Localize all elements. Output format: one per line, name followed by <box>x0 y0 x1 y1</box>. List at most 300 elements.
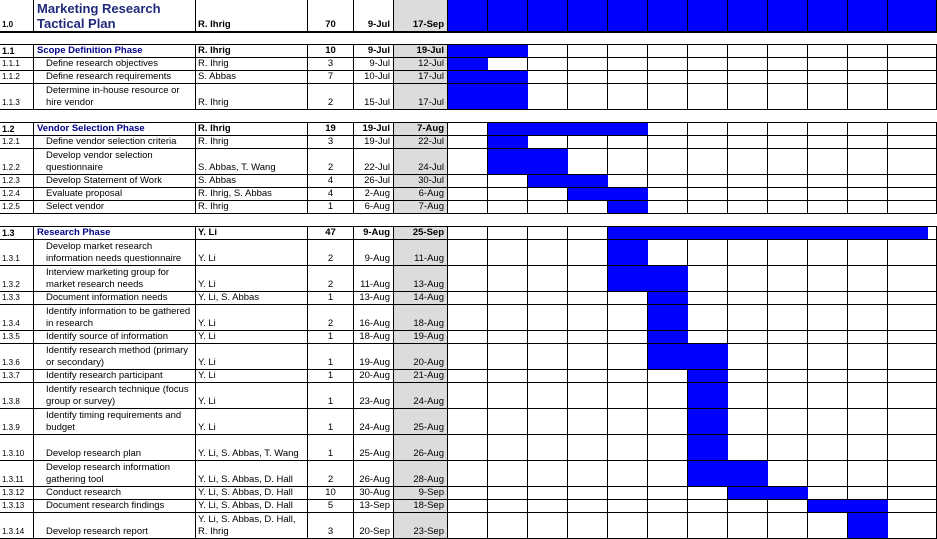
timeline-cell[interactable] <box>568 409 608 434</box>
timeline-cell[interactable] <box>448 240 488 265</box>
task-id-cell[interactable]: 1.2.1 <box>0 136 34 148</box>
timeline-cell[interactable] <box>888 513 937 538</box>
timeline-cell[interactable] <box>848 149 888 174</box>
timeline-cell[interactable] <box>528 383 568 408</box>
timeline-cell[interactable] <box>728 292 768 304</box>
timeline-cell[interactable] <box>888 266 937 291</box>
timeline-cell[interactable] <box>848 383 888 408</box>
timeline-cell[interactable] <box>648 149 688 174</box>
timeline-cell[interactable] <box>768 149 808 174</box>
timeline-cell[interactable] <box>528 461 568 486</box>
timeline-cell[interactable] <box>488 305 528 330</box>
timeline-cell[interactable] <box>848 344 888 369</box>
timeline-cell[interactable] <box>688 188 728 200</box>
task-id-cell[interactable]: 1.3.6 <box>0 344 34 369</box>
timeline-cell[interactable] <box>568 240 608 265</box>
resources-cell[interactable]: Y. Li <box>196 266 308 291</box>
timeline-cell[interactable] <box>488 435 528 460</box>
timeline-cell[interactable] <box>528 58 568 70</box>
timeline-cell[interactable] <box>528 305 568 330</box>
gantt-bar[interactable] <box>648 331 688 343</box>
timeline-cell[interactable] <box>848 84 888 109</box>
timeline-cell[interactable] <box>448 513 488 538</box>
timeline-cell[interactable] <box>648 84 688 109</box>
start-date-cell[interactable]: 15-Jul <box>354 84 394 109</box>
duration-cell[interactable]: 2 <box>308 240 354 265</box>
timeline-cell[interactable] <box>888 344 937 369</box>
resources-cell[interactable]: Y. Li, S. Abbas, D. Hall <box>196 500 308 512</box>
timeline-cell[interactable] <box>488 461 528 486</box>
start-date-cell[interactable]: 26-Jul <box>354 175 394 187</box>
timeline-cell[interactable] <box>648 240 688 265</box>
duration-cell[interactable]: 2 <box>308 149 354 174</box>
timeline-cell[interactable] <box>688 123 728 135</box>
gantt-bar[interactable] <box>488 123 648 135</box>
task-name-cell[interactable]: Define vendor selection criteria <box>34 136 196 148</box>
timeline-cell[interactable] <box>488 188 528 200</box>
timeline-cell[interactable] <box>648 58 688 70</box>
end-date-cell[interactable]: 26-Aug <box>394 435 448 460</box>
start-date-cell[interactable]: 24-Aug <box>354 409 394 434</box>
timeline-cell[interactable] <box>608 435 648 460</box>
start-date-cell[interactable]: 16-Aug <box>354 305 394 330</box>
start-date-cell[interactable]: 13-Aug <box>354 292 394 304</box>
resources-cell[interactable]: Y. Li <box>196 305 308 330</box>
duration-cell[interactable]: 3 <box>308 58 354 70</box>
task-row[interactable] <box>0 240 937 266</box>
timeline-cell[interactable] <box>448 266 488 291</box>
timeline-cell[interactable] <box>688 500 728 512</box>
task-row[interactable] <box>0 149 937 175</box>
timeline-cell[interactable] <box>448 149 488 174</box>
task-id-cell[interactable]: 1.3.8 <box>0 383 34 408</box>
timeline-cell[interactable] <box>768 136 808 148</box>
start-date-cell[interactable]: 30-Aug <box>354 487 394 499</box>
task-id-cell[interactable]: 1.2.4 <box>0 188 34 200</box>
timeline-cell[interactable] <box>528 188 568 200</box>
timeline-cell[interactable] <box>768 305 808 330</box>
timeline-cell[interactable] <box>528 136 568 148</box>
timeline-cell[interactable] <box>648 383 688 408</box>
gantt-bar[interactable] <box>608 266 688 291</box>
task-id-cell[interactable]: 1.1.3 <box>0 84 34 109</box>
timeline-cell[interactable] <box>608 331 648 343</box>
duration-cell[interactable]: 2 <box>308 305 354 330</box>
task-row[interactable] <box>0 500 937 513</box>
duration-cell[interactable]: 2 <box>308 84 354 109</box>
timeline-cell[interactable] <box>848 409 888 434</box>
task-row[interactable] <box>0 513 937 539</box>
start-date-cell[interactable]: 19-Jul <box>354 136 394 148</box>
timeline-cell[interactable] <box>448 461 488 486</box>
task-row[interactable] <box>0 409 937 435</box>
duration-cell[interactable]: 7 <box>308 71 354 83</box>
timeline-cell[interactable] <box>568 292 608 304</box>
task-row[interactable] <box>0 201 937 214</box>
timeline-cell[interactable] <box>848 331 888 343</box>
timeline-cell[interactable] <box>768 266 808 291</box>
end-date-cell[interactable]: 23-Sep <box>394 513 448 538</box>
timeline-cell[interactable] <box>488 383 528 408</box>
timeline-cell[interactable] <box>528 344 568 369</box>
task-row[interactable] <box>0 188 937 201</box>
end-date-cell[interactable]: 21-Aug <box>394 370 448 382</box>
timeline-cell[interactable] <box>528 331 568 343</box>
end-date-cell[interactable]: 24-Jul <box>394 149 448 174</box>
timeline-cell[interactable] <box>888 292 937 304</box>
timeline-cell[interactable] <box>808 240 848 265</box>
timeline-cell[interactable] <box>448 136 488 148</box>
timeline-cell[interactable] <box>848 45 888 57</box>
timeline-cell[interactable] <box>728 370 768 382</box>
timeline-cell[interactable] <box>448 370 488 382</box>
timeline-cell[interactable] <box>528 227 568 239</box>
timeline-cell[interactable] <box>768 331 808 343</box>
timeline-cell[interactable] <box>808 383 848 408</box>
timeline-cell[interactable] <box>688 201 728 213</box>
timeline-cell[interactable] <box>808 487 848 499</box>
task-row[interactable] <box>0 305 937 331</box>
timeline-cell[interactable] <box>488 487 528 499</box>
timeline-cell[interactable] <box>848 435 888 460</box>
timeline-cell[interactable] <box>568 383 608 408</box>
task-id-cell[interactable]: 1.3.13 <box>0 500 34 512</box>
gantt-bar[interactable] <box>688 383 728 408</box>
start-date-cell[interactable]: 6-Aug <box>354 201 394 213</box>
phase-name-cell[interactable]: Vendor Selection Phase <box>34 123 196 135</box>
end-date-cell[interactable]: 6-Aug <box>394 188 448 200</box>
task-id-cell[interactable]: 1.3.2 <box>0 266 34 291</box>
start-date-cell[interactable]: 10-Jul <box>354 71 394 83</box>
task-name-cell[interactable]: Select vendor <box>34 201 196 213</box>
duration-cell[interactable]: 1 <box>308 201 354 213</box>
timeline-cell[interactable] <box>568 71 608 83</box>
timeline-cell[interactable] <box>528 266 568 291</box>
timeline-cell[interactable] <box>888 461 937 486</box>
timeline-cell[interactable] <box>488 513 528 538</box>
task-id-cell[interactable]: 1.3.3 <box>0 292 34 304</box>
duration-cell[interactable]: 2 <box>308 461 354 486</box>
gantt-bar[interactable] <box>648 305 688 330</box>
timeline-cell[interactable] <box>568 344 608 369</box>
task-name-cell[interactable]: Develop research information gathering tool <box>34 461 196 486</box>
timeline-cell[interactable] <box>568 136 608 148</box>
project-row[interactable] <box>0 0 937 32</box>
end-date-cell[interactable]: 7-Aug <box>394 201 448 213</box>
task-row[interactable] <box>0 84 937 110</box>
timeline-cell[interactable] <box>728 513 768 538</box>
timeline-cell[interactable] <box>688 149 728 174</box>
gantt-bar[interactable] <box>688 370 728 382</box>
gantt-bar[interactable] <box>448 71 528 83</box>
timeline-cell[interactable] <box>488 240 528 265</box>
start-date-cell[interactable]: 19-Jul <box>354 123 394 135</box>
resources-cell[interactable]: R. Ihrig <box>196 58 308 70</box>
timeline-cell[interactable] <box>888 123 937 135</box>
start-date-cell[interactable]: 9-Jul <box>354 58 394 70</box>
timeline-cell[interactable] <box>688 0 728 31</box>
timeline-cell[interactable] <box>568 227 608 239</box>
timeline-cell[interactable] <box>768 58 808 70</box>
duration-cell[interactable]: 10 <box>308 487 354 499</box>
timeline-cell[interactable] <box>528 0 568 31</box>
timeline-cell[interactable] <box>848 136 888 148</box>
timeline-cell[interactable] <box>568 201 608 213</box>
timeline-cell[interactable] <box>728 136 768 148</box>
timeline-cell[interactable] <box>448 201 488 213</box>
start-date-cell[interactable]: 25-Aug <box>354 435 394 460</box>
timeline-cell[interactable] <box>728 240 768 265</box>
resources-cell[interactable]: S. Abbas <box>196 71 308 83</box>
task-name-cell[interactable]: Define research objectives <box>34 58 196 70</box>
timeline-cell[interactable] <box>728 45 768 57</box>
timeline-cell[interactable] <box>808 0 848 31</box>
timeline-cell[interactable] <box>448 175 488 187</box>
timeline-cell[interactable] <box>688 71 728 83</box>
timeline-cell[interactable] <box>648 175 688 187</box>
timeline-cell[interactable] <box>728 331 768 343</box>
timeline-cell[interactable] <box>728 84 768 109</box>
resources-cell[interactable]: Y. Li <box>196 383 308 408</box>
resources-cell[interactable]: Y. Li, S. Abbas, D. Hall, R. Ihrig <box>196 513 308 538</box>
timeline-cell[interactable] <box>728 0 768 31</box>
task-id-cell[interactable]: 1.3.14 <box>0 513 34 538</box>
end-date-cell[interactable]: 18-Sep <box>394 500 448 512</box>
task-row[interactable] <box>0 266 937 292</box>
timeline-cell[interactable] <box>648 500 688 512</box>
task-row[interactable] <box>0 344 937 370</box>
timeline-cell[interactable] <box>528 409 568 434</box>
resources-cell[interactable]: Y. Li <box>196 240 308 265</box>
task-row[interactable] <box>0 487 937 500</box>
end-date-cell[interactable]: 18-Aug <box>394 305 448 330</box>
start-date-cell[interactable]: 19-Aug <box>354 344 394 369</box>
timeline-cell[interactable] <box>688 513 728 538</box>
duration-cell[interactable]: 19 <box>308 123 354 135</box>
timeline-cell[interactable] <box>888 305 937 330</box>
timeline-cell[interactable] <box>648 513 688 538</box>
timeline-cell[interactable] <box>568 461 608 486</box>
start-date-cell[interactable]: 2-Aug <box>354 188 394 200</box>
duration-cell[interactable]: 1 <box>308 409 354 434</box>
timeline-cell[interactable] <box>528 71 568 83</box>
timeline-cell[interactable] <box>608 136 648 148</box>
timeline-cell[interactable] <box>728 500 768 512</box>
timeline-cell[interactable] <box>768 45 808 57</box>
timeline-cell[interactable] <box>648 370 688 382</box>
task-id-cell[interactable]: 1.3.12 <box>0 487 34 499</box>
timeline-cell[interactable] <box>808 513 848 538</box>
task-id-cell[interactable]: 1.2.5 <box>0 201 34 213</box>
resources-cell[interactable]: R. Ihrig <box>196 201 308 213</box>
timeline-cell[interactable] <box>808 136 848 148</box>
timeline-cell[interactable] <box>488 370 528 382</box>
project-id-cell[interactable]: 1.0 <box>0 0 34 31</box>
timeline-cell[interactable] <box>568 370 608 382</box>
timeline-cell[interactable] <box>768 123 808 135</box>
resources-cell[interactable]: Y. Li <box>196 331 308 343</box>
resources-cell[interactable]: R. Ihrig <box>196 136 308 148</box>
timeline-cell[interactable] <box>568 45 608 57</box>
start-date-cell[interactable]: 26-Aug <box>354 461 394 486</box>
timeline-cell[interactable] <box>568 500 608 512</box>
timeline-cell[interactable] <box>768 292 808 304</box>
timeline-cell[interactable] <box>728 123 768 135</box>
timeline-cell[interactable] <box>728 266 768 291</box>
gantt-bar[interactable] <box>608 201 648 213</box>
timeline-cell[interactable] <box>568 149 608 174</box>
timeline-cell[interactable] <box>888 58 937 70</box>
task-id-cell[interactable]: 1.1.2 <box>0 71 34 83</box>
timeline-cell[interactable] <box>488 409 528 434</box>
start-date-cell[interactable]: 23-Aug <box>354 383 394 408</box>
timeline-cell[interactable] <box>888 84 937 109</box>
task-row[interactable] <box>0 331 937 344</box>
timeline-cell[interactable] <box>528 370 568 382</box>
project-title-cell[interactable] <box>34 0 196 31</box>
end-date-cell[interactable]: 9-Sep <box>394 487 448 499</box>
timeline-cell[interactable] <box>728 188 768 200</box>
gantt-bar[interactable] <box>728 487 808 499</box>
gantt-bar[interactable] <box>688 435 728 460</box>
timeline-cell[interactable] <box>888 240 937 265</box>
phase-row[interactable] <box>0 227 937 240</box>
end-date-cell[interactable]: 11-Aug <box>394 240 448 265</box>
timeline-cell[interactable] <box>528 487 568 499</box>
timeline-cell[interactable] <box>448 227 488 239</box>
timeline-cell[interactable] <box>768 240 808 265</box>
timeline-cell[interactable] <box>728 58 768 70</box>
timeline-cell[interactable] <box>768 513 808 538</box>
timeline-cell[interactable] <box>768 435 808 460</box>
task-name-cell[interactable]: Develop research report <box>34 513 196 538</box>
task-name-cell[interactable]: Evaluate proposal <box>34 188 196 200</box>
task-id-cell[interactable]: 1.2.3 <box>0 175 34 187</box>
timeline-cell[interactable] <box>488 344 528 369</box>
timeline-cell[interactable] <box>768 409 808 434</box>
timeline-cell[interactable] <box>608 461 648 486</box>
timeline-cell[interactable] <box>688 487 728 499</box>
end-date-cell[interactable]: 17-Jul <box>394 84 448 109</box>
task-id-cell[interactable]: 1.1.1 <box>0 58 34 70</box>
task-id-cell[interactable]: 1.2.2 <box>0 149 34 174</box>
timeline-cell[interactable] <box>888 331 937 343</box>
timeline-cell[interactable] <box>688 305 728 330</box>
timeline-cell[interactable] <box>608 175 648 187</box>
timeline-cell[interactable] <box>888 383 937 408</box>
gantt-bar[interactable] <box>848 513 888 538</box>
timeline-cell[interactable] <box>488 500 528 512</box>
timeline-cell[interactable] <box>728 305 768 330</box>
start-date-cell[interactable]: 20-Sep <box>354 513 394 538</box>
end-date-cell[interactable]: 13-Aug <box>394 266 448 291</box>
timeline-cell[interactable] <box>448 188 488 200</box>
task-name-cell[interactable]: Identify information to be gathered in research <box>34 305 196 330</box>
timeline-cell[interactable] <box>448 292 488 304</box>
start-date-cell[interactable]: 9-Aug <box>354 227 394 239</box>
timeline-cell[interactable] <box>608 58 648 70</box>
start-date-cell[interactable]: 20-Aug <box>354 370 394 382</box>
timeline-cell[interactable] <box>768 84 808 109</box>
phase-name-cell[interactable]: Scope Definition Phase <box>34 45 196 57</box>
timeline-cell[interactable] <box>608 383 648 408</box>
timeline-cell[interactable] <box>688 240 728 265</box>
timeline-cell[interactable] <box>608 71 648 83</box>
task-name-cell[interactable]: Define research requirements <box>34 71 196 83</box>
timeline-cell[interactable] <box>608 149 648 174</box>
timeline-cell[interactable] <box>768 461 808 486</box>
timeline-cell[interactable] <box>608 487 648 499</box>
timeline-cell[interactable] <box>808 123 848 135</box>
gantt-bar[interactable] <box>608 227 928 239</box>
task-id-cell[interactable]: 1.3 <box>0 227 34 239</box>
duration-cell[interactable]: 10 <box>308 45 354 57</box>
timeline-cell[interactable] <box>648 136 688 148</box>
timeline-cell[interactable] <box>608 513 648 538</box>
timeline-cell[interactable] <box>568 513 608 538</box>
task-row[interactable] <box>0 71 937 84</box>
phase-row[interactable] <box>0 45 937 58</box>
duration-cell[interactable]: 1 <box>308 292 354 304</box>
duration-cell[interactable]: 3 <box>308 136 354 148</box>
gantt-bar[interactable] <box>688 461 768 486</box>
timeline-cell[interactable] <box>688 266 728 291</box>
start-date-cell[interactable]: 18-Aug <box>354 331 394 343</box>
phase-name-cell[interactable]: Research Phase <box>34 227 196 239</box>
timeline-cell[interactable] <box>448 435 488 460</box>
timeline-cell[interactable] <box>728 71 768 83</box>
end-date-cell[interactable]: 22-Jul <box>394 136 448 148</box>
task-id-cell[interactable]: 1.3.5 <box>0 331 34 343</box>
resources-cell[interactable]: R. Ihrig <box>196 84 308 109</box>
project-start-cell[interactable]: 9-Jul <box>354 0 394 31</box>
timeline-cell[interactable] <box>688 84 728 109</box>
timeline-cell[interactable] <box>808 149 848 174</box>
timeline-cell[interactable] <box>648 45 688 57</box>
timeline-cell[interactable] <box>888 136 937 148</box>
task-name-cell[interactable]: Identify timing requirements and budget <box>34 409 196 434</box>
task-id-cell[interactable]: 1.2 <box>0 123 34 135</box>
timeline-cell[interactable] <box>608 45 648 57</box>
task-row[interactable] <box>0 292 937 305</box>
timeline-cell[interactable] <box>808 175 848 187</box>
timeline-cell[interactable] <box>728 175 768 187</box>
duration-cell[interactable]: 1 <box>308 370 354 382</box>
timeline-cell[interactable] <box>488 58 528 70</box>
timeline-cell[interactable] <box>888 201 937 213</box>
timeline-cell[interactable] <box>848 240 888 265</box>
duration-cell[interactable]: 47 <box>308 227 354 239</box>
gantt-bar[interactable] <box>528 175 608 187</box>
timeline-cell[interactable] <box>448 344 488 369</box>
duration-cell[interactable]: 1 <box>308 331 354 343</box>
timeline-cell[interactable] <box>568 487 608 499</box>
task-row[interactable] <box>0 435 937 461</box>
timeline-cell[interactable] <box>448 331 488 343</box>
timeline-cell[interactable] <box>808 45 848 57</box>
task-id-cell[interactable]: 1.1 <box>0 45 34 57</box>
timeline-cell[interactable] <box>728 344 768 369</box>
timeline-cell[interactable] <box>648 201 688 213</box>
timeline-cell[interactable] <box>808 58 848 70</box>
timeline-cell[interactable] <box>528 45 568 57</box>
timeline-cell[interactable] <box>648 188 688 200</box>
timeline-cell[interactable] <box>888 500 937 512</box>
timeline-cell[interactable] <box>888 149 937 174</box>
timeline-cell[interactable] <box>528 500 568 512</box>
timeline-cell[interactable] <box>648 409 688 434</box>
timeline-cell[interactable] <box>568 58 608 70</box>
